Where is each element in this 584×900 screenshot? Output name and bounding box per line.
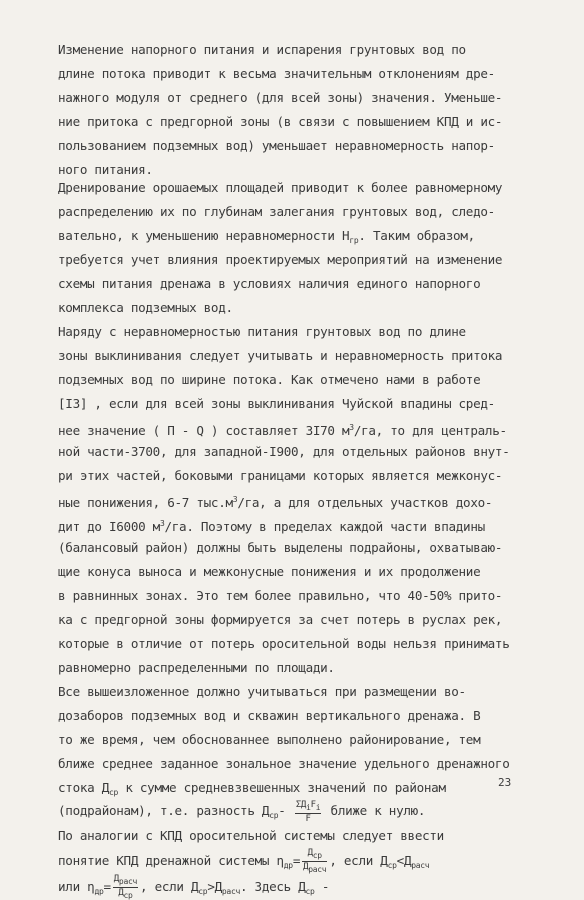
text-line: дозаборов подземных вод и скважин вертикального дренажа. В [58, 708, 481, 723]
kpd-fraction-1: $\frac{\text{Дср}}{\text{Драсч}}$ [303, 848, 327, 874]
text-line: ного питания. [58, 162, 153, 177]
kpd-fraction-2: $\frac{\text{Драсч}}{\text{Дср}}$ [113, 874, 137, 900]
text-line: Изменение напорного питания и испарения грунтовых вод по [58, 42, 466, 57]
text-line: зоны выклинивания следует учитывать и неравномерность притока [58, 348, 503, 363]
text-line: длине потока приводит к весьма значительным отклонениям дре- [58, 66, 495, 81]
text-line: ближе среднее заданное зональное значение удельного дренажного [58, 756, 510, 771]
eta-symbol: $\eta_{др}$ [87, 879, 104, 896]
text-line: Все вышеизложенное должно учитываться при размещении во- [58, 684, 466, 699]
text-line: Наряду с неравномерностью питания грунтовых вод по длине [58, 324, 466, 339]
text-line: щие конуса выноса и межконусные понижения и их продолжение [58, 564, 481, 579]
text-line-with-units: дит до I6000 $м^3/га$. Поэтому в пределах каждой части впадины [58, 519, 485, 534]
text-line: ние притока с предгорной зоны (в связи с повышением КПД и ис- [58, 114, 503, 129]
text-line: комплекса подземных вод. [58, 300, 233, 315]
text-line: равномерно распределенными по площади. [58, 660, 335, 675]
text-line: ка с предгорной зоны формируется за счет потерь в руслах рек, [58, 612, 503, 627]
text-line: пользованием подземных вод) уменьшает неравномерность напор- [58, 138, 495, 153]
text-line: По аналогии с КПД оросительной системы следует ввести [58, 828, 444, 843]
text-line: распределению их по глубинам залегания грунтовых вод, следо- [58, 204, 495, 219]
line-tail: . Таким образом, [358, 228, 475, 243]
page-number: 23 [498, 776, 512, 789]
text-line: схемы питания дренажа в условиях наличия единого напорного [58, 276, 481, 291]
text-line: ри этих частей, боковыми границами которых является межконус- [58, 468, 503, 483]
text-line: подземных вод по ширине потока. Как отмечено нами в работе [58, 372, 481, 387]
text-line: которые в отличие от потерь оросительной воды нельзя принимать [58, 636, 510, 651]
text-line-with-symbol [58, 224, 528, 248]
text-line-with-units: ные понижения, 6-7 $тыс.м^3/га$, а для отдельных участков дохо- [58, 495, 493, 510]
text-line: [I3] , если для всей зоны выклинивания Чуйской впадины сред- [58, 396, 495, 411]
formula-line: (подрайонам), т.е. разность $Д_{ср}-$ $\frac{\text{ΣДiFi}}{F}$ ближе к нулю. [58, 799, 426, 824]
formula-line: понятие КПД дренажной системы $\eta_{др}=$ $\frac{\text{Дср}}{\text{Драсч}}$ , если $Д_{ср}<Д_{расч}$ [58, 848, 430, 874]
text-line: ной части-3700, для западной-I900, для отдельных районов внут- [58, 444, 510, 459]
line-text: вательно, к уменьшению неравномерности [58, 228, 335, 243]
text-line-with-units: нее значение ( П - Q ) составляет 3I70 $м^3/га$, то для централь- [58, 423, 507, 438]
text-line: Дренирование орошаемых площадей приводит к более равномерному [58, 180, 503, 195]
text-line: в равнинных зонах. Это тем более правильно, что 40-50% прито- [58, 588, 503, 603]
eta-symbol: $\eta_{др}$ [276, 853, 293, 870]
text-line: (балансовый район) должны быть выделены подрайоны, охватываю- [58, 540, 503, 555]
text-line: требуется учет влияния проектируемых мероприятий на изменение [58, 252, 503, 267]
text-line-with-symbol: стока $Д_{ср}$ к сумме средневзвешенных значений по районам [58, 780, 446, 797]
text-line: то же время, чем обоснованнее выполнено районирование, тем [58, 732, 481, 747]
formula-line: или $\eta_{др}=$ $\frac{\text{Драсч}}{\text{Дср}}$ , если $Д_{ср}>Д_{расч}$. Здесь $Д_{ср}$ - [58, 874, 330, 900]
sum-fraction: $\frac{\text{ΣДiFi}}{F}$ [295, 799, 321, 824]
text-line: нажного модуля от среднего (для всей зоны) значения. Уменьше- [58, 90, 503, 105]
h-gr-symbol: $H_{гр}$ [342, 228, 359, 245]
